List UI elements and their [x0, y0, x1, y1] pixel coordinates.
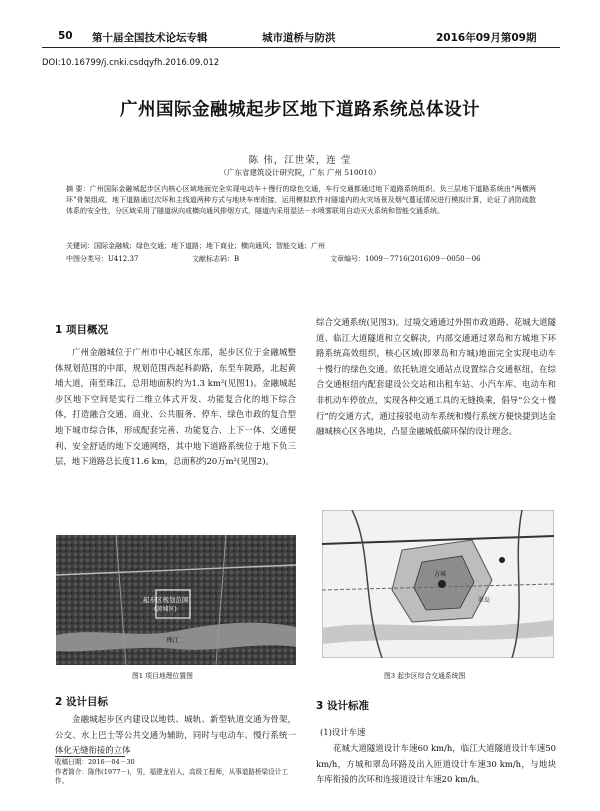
author-bio: 作者简介：陈伟(1977－)，男，福建龙岩人，高级工程师，从事道路桥梁设计工作。 — [55, 767, 288, 786]
article-number: 文章编号：1009－7716(2016)09－0050－06 — [330, 255, 481, 263]
document-code: 文献标志码：B — [192, 255, 240, 263]
footnote — [55, 758, 295, 787]
figure-1-caption: 图1 项目地理位置图 — [132, 672, 193, 680]
section-3-heading: 3 设计标准 — [316, 700, 369, 712]
section-2-paragraph: 金融城起步区内建设以地铁、城轨、新型轨道交通为骨架，公交、水上巴士等公共交通为辅助，同时与电动车、慢行系统一体化无缝衔接的立体 — [55, 714, 296, 756]
section-3-subheading: (1)设计车速 — [320, 727, 366, 737]
received-date: 收稿日期：2016－04－30 — [55, 758, 135, 766]
figure-3-caption: 图3 起步区综合交通系统图 — [384, 672, 466, 680]
footnote-rule — [55, 756, 125, 757]
section-2-heading: 2 设计目标 — [55, 696, 108, 708]
clc-number: 中图分类号：U412.37 — [66, 255, 139, 263]
doi: DOI:10.16799/j.cnki.csdqyfh.2016.09.012 — [42, 58, 220, 68]
conference-name: 第十届全国技术论坛专辑 — [92, 32, 208, 44]
section-1-heading: 1 项目概况 — [55, 324, 108, 336]
section-3-paragraph: 花城大道隧道设计车速60 km/h，临江大道隧道设计车速50 km/h，方城和翠岛环路及出入匝道设计车速30 km/h，与地块车库衔接的次环和连接道设计车速20 km/h。 — [316, 743, 556, 785]
journal-name: 城市道桥与防洪 — [262, 32, 336, 44]
paper-title: 广州国际金融城起步区地下道路系统总体设计 — [120, 100, 480, 120]
section-1-paragraph: 广州金融城位于广州市中心城区东部，起步区位于金融城整体规划范围的中部，规划范围西起科韵路，东至车陂路，北起黄埔大道，南至珠江，总用地面积约为1.3 km²(见图1)。金融城起步区地下空间是实行二维立体式开发、功能复合化的地下综合体，打造融合交通、商业、公共服务、停车、绿色市政的复合型地下城市综合体，形成配套完善、功能复合、上下一体、交通便利、安全舒适的地下交通网络，其中地下道路系统位于地下负三层，地下道路总长度11.6 km，总面积约20万m²(见图2)。 — [55, 347, 296, 467]
page-number: 50 — [58, 30, 73, 42]
authors: 陈 伟，江世荣，连 莹 — [248, 155, 352, 166]
issue-info: 2016年09月第09期 — [436, 32, 537, 44]
abstract: 摘 要：广州国际金融城起步区内核心区域地面完全实现电动车＋慢行的绿色交通，车行交通都通过地下道路系统组织。负三层地下道路系统由“两横两环”骨架组成，地下道路通过次环和主线道两种方式与地块车库衔接，运用模拟软件对隧道内的火灾场景及烟气蔓延情况进行模拟计算，论证了消防疏散体系的安全性，分区域采用了隧道纵向或横向通风排烟方式，隧道内采用湿法－水喷雾联用自动灭火系统和智能交通系统。 — [66, 185, 536, 216]
figure-1-site-label: 起步区规划范围 — [143, 596, 189, 604]
figure-1-river-label: 珠江 — [166, 636, 179, 644]
figure-1-site-sublabel: (黄埔区) — [154, 606, 177, 613]
figure-3-image — [322, 510, 554, 658]
affiliation: （广东省建筑设计研究院，广东 广州 510010） — [219, 168, 381, 177]
figure-3-label-b: 翠岛 — [478, 597, 491, 604]
figure-1-image — [56, 535, 296, 665]
keywords: 关键词：国际金融城；绿色交通；地下道路；地下商业；横向通风；智能交通；广州 — [66, 242, 325, 250]
header-rule — [42, 47, 560, 48]
right-column-paragraph: 综合交通系统(见图3)。过境交通通过外围市政道路、花城大道隧道、临江大道隧道和立交解决，内部交通通过翠岛和方城地下环路系统高效组织，核心区域(即翠岛和方城)地面完全实现电动车＋慢行的绿色交通。依托轨道交通站点设置综合交通枢纽，在综合交通枢纽内配套建设公交站和出租车站、小汽车库、电动车和非机动车停放点，实现各种交通工具的无缝换乘，倡导“公交＋慢行”的交通方式，通过接驳电动车系统和慢行系统方便快捷到达金融城核心区各地块，凸显金融城低碳环保的设计理念。 — [316, 317, 556, 437]
figure-3-label-a: 方城 — [434, 571, 447, 578]
